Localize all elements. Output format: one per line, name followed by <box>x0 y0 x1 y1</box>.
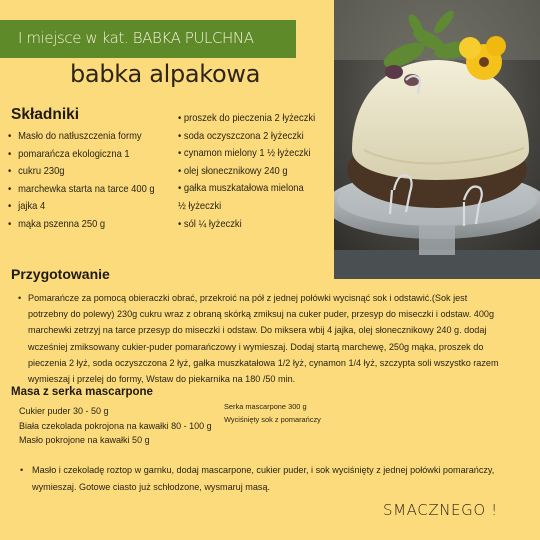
list-item: Masło pokrojone na kawałki 50 g <box>19 435 150 445</box>
cake-photo <box>334 0 540 279</box>
masa-title: Masa z serka mascarpone <box>11 386 153 398</box>
list-item: • cynamon mielony 1 ½ łyżeczki <box>178 148 311 160</box>
preparation-title: Przygotowanie <box>11 266 110 282</box>
list-item: ½ łyżeczki <box>178 200 222 212</box>
list-item: • olej słonecznikowy 240 g <box>178 165 288 177</box>
list-item: • pomarańcza ekologiczna 1 <box>8 148 130 160</box>
bullet: • <box>20 465 24 475</box>
award-banner: I miejsce w kat. BABKA PULCHNA <box>0 20 296 58</box>
ingredients-right-list <box>178 110 315 233</box>
ingredients-left-list <box>8 128 155 234</box>
list-item: • proszek do pieczenia 2 łyżeczki <box>178 113 316 124</box>
list-item: • mąka pszenna 250 g <box>8 218 106 230</box>
list-item: • jajka 4 <box>8 201 46 213</box>
masa-instructions <box>20 462 502 496</box>
preparation-text <box>18 290 506 387</box>
list-item: Cukier puder 30 - 50 g <box>19 406 109 416</box>
list-item: Wyciśnięty sok z pomarańczy <box>224 415 321 424</box>
list-item: • Masło do natłuszczenia formy <box>8 131 142 142</box>
recipe-title: babka alpakowa <box>70 60 261 88</box>
masa-left-list <box>19 404 212 448</box>
bullet: • <box>18 293 22 303</box>
masa-right-list <box>224 400 321 426</box>
list-item: Biała czekolada pokrojona na kawałki 80 - 100 g <box>19 420 212 431</box>
list-item: • marchewka starta na tarce 400 g <box>8 183 155 195</box>
list-item: • gałka muszkatałowa mielona <box>178 183 304 195</box>
cake-illustration <box>334 0 540 279</box>
list-item: • cukru 230g <box>8 166 65 178</box>
closing-text: SMACZNEGO ! <box>383 501 498 519</box>
ingredients-title: Składniki <box>11 106 80 123</box>
list-item: Serka mascarpone 300 g <box>224 402 307 411</box>
list-item: • soda oczyszczona 2 łyżeczki <box>178 130 304 142</box>
preparation-paragraph: Pomarańcze za pomocą obieraczki obrać, przekroić na pół z jednej połówki wycisnąć sok i odstawić.(Sok jest potrzebny do polewy) 230g cukru wraz z obraną skórką zmiksuj na cuker puder, przesyp do miseczki i odstaw. 400g marchewki zetrzyj na tarce przesyp do miseczki i odstaw. Do miksera wbij 4 jajka, olej słonecznikowy 240 g. dodaj wcześniej zmiksowany cukier-puder pomarańczowy i wymieszaj. Dodaj startą marchewę, 250g mąka, proszek do pieczenia 2 łyż, soda oczyszczona 2 łyż, gałka muszkatałowa 1/2 łyż, cynamon 1/4 łyż, szczypta soli wszystko razem wymieszaj i przelej do formy, Wstaw do piekarnika na 180 /50 min. <box>28 293 499 385</box>
masa-instructions-text: Masło i czekoladę roztop w garnku, dodaj mascarpone, cukier puder, i sok wyciśnięty z jednej połówki pomarańczy, wymieszaj. Gotowe ciasto już schłodzone, wysmaruj masą. <box>32 465 495 492</box>
list-item: • sól ¼ łyżeczki <box>178 218 242 230</box>
